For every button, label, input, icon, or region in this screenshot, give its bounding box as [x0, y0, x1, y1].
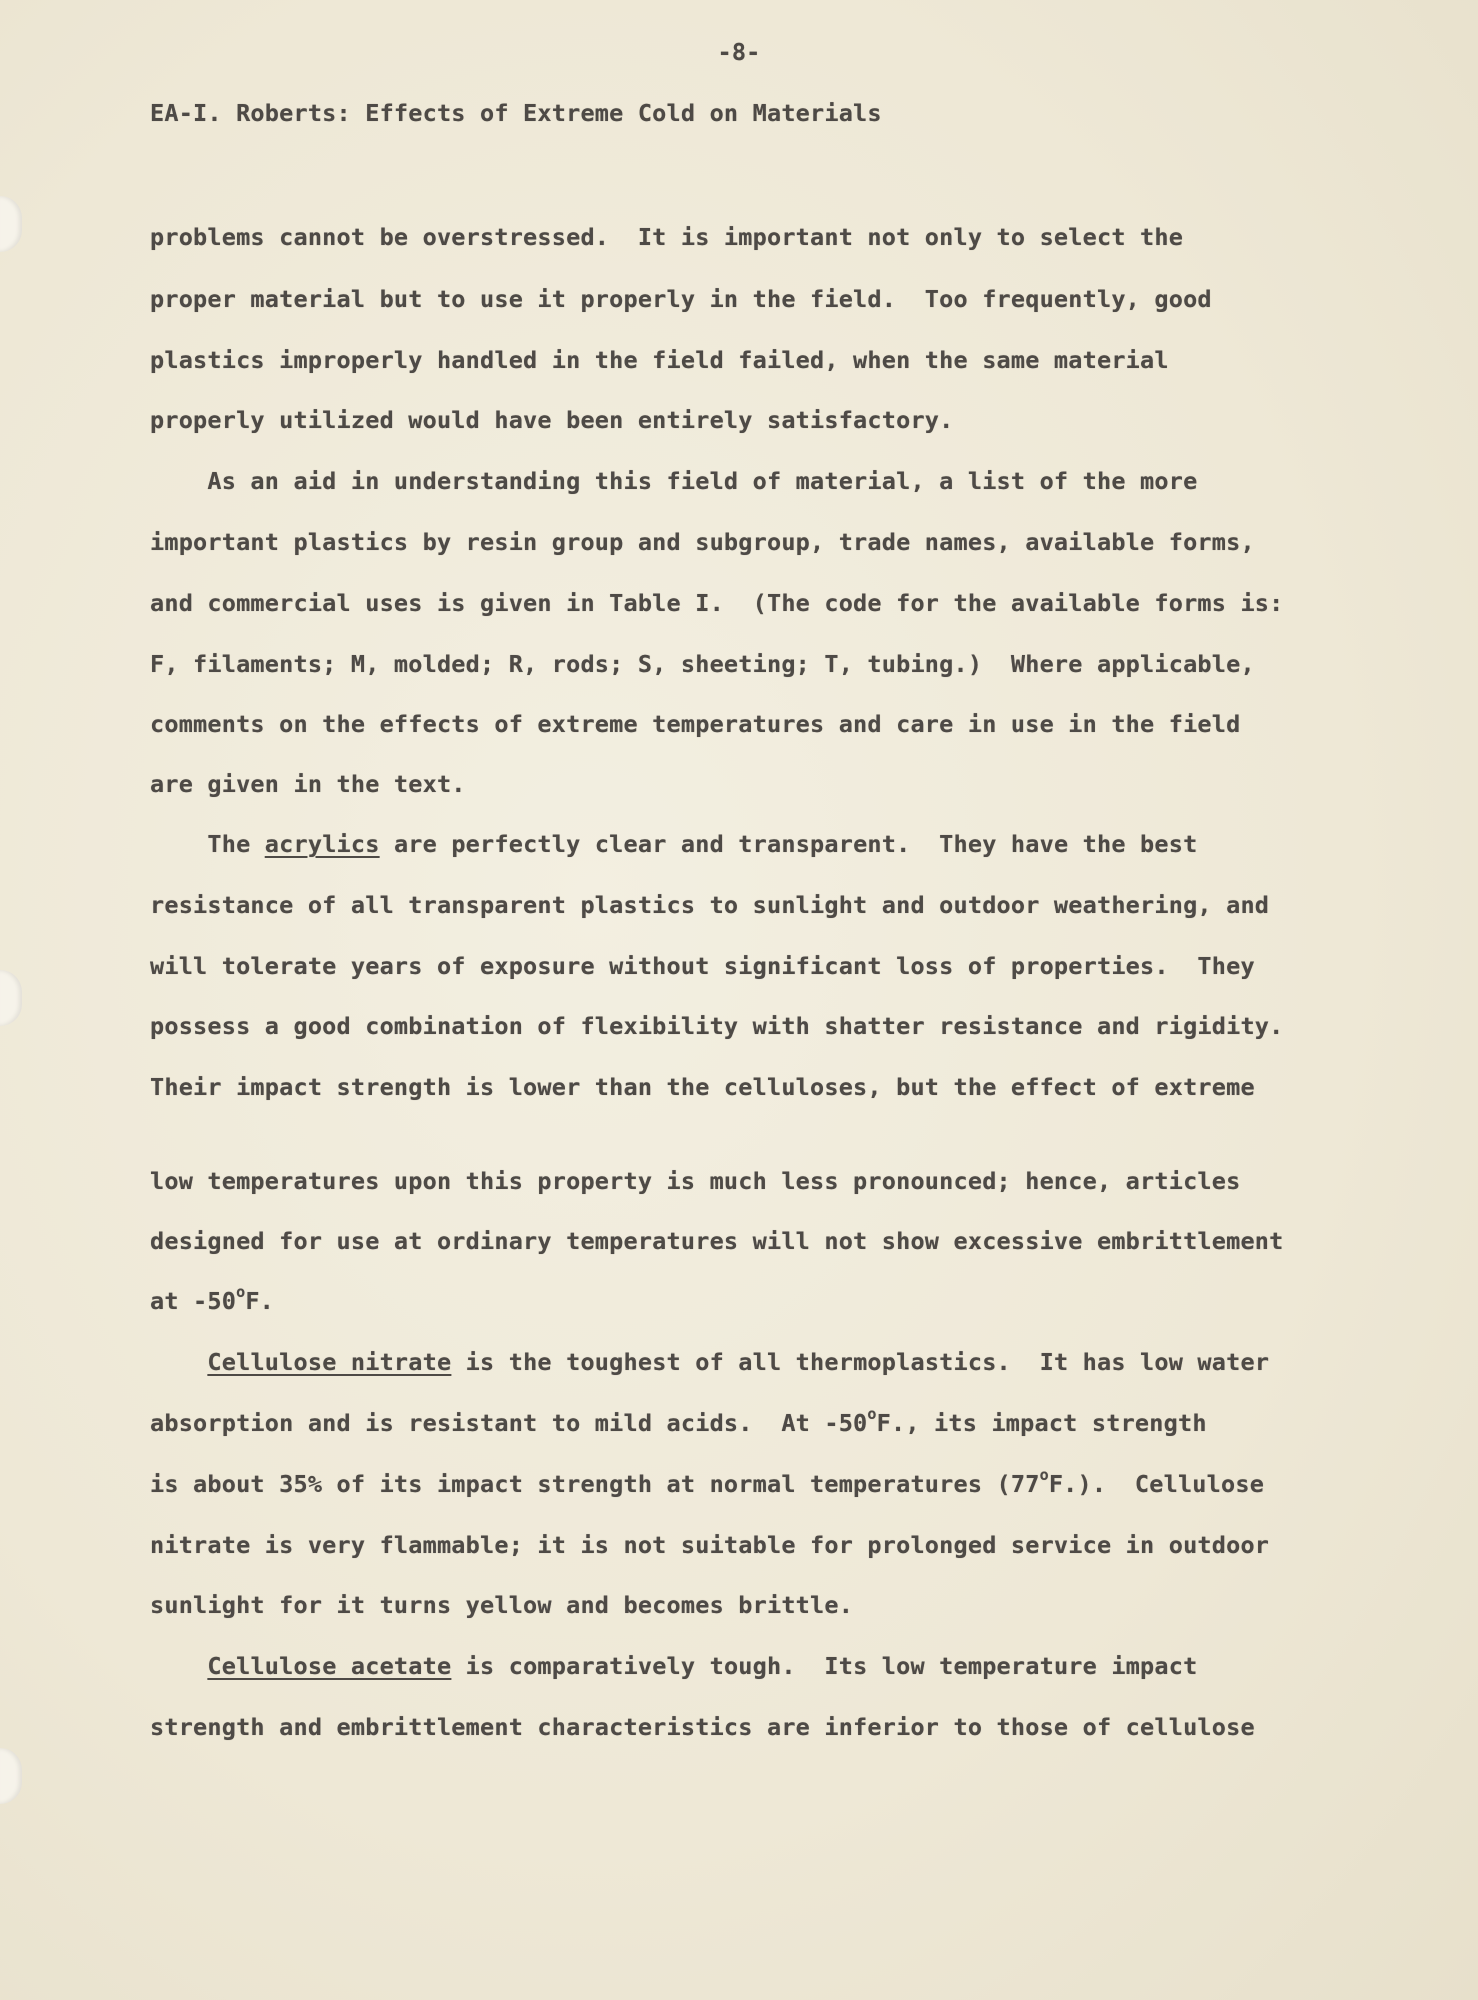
- punch-hole: [0, 970, 22, 1026]
- punch-hole: [0, 196, 22, 252]
- text-line: nitrate is very flammable; it is not suitable for prolonged service in outdoor: [150, 1531, 1270, 1559]
- degree-symbol: o: [867, 1405, 877, 1424]
- text-line: sunlight for it turns yellow and becomes brittle.: [150, 1591, 854, 1619]
- text-line: problems cannot be overstressed. It is important not only to select the: [150, 223, 1184, 251]
- text-line: will tolerate years of exposure without significant loss of properties. They: [150, 952, 1255, 980]
- text-segment: F.). Cellulose: [1048, 1470, 1265, 1498]
- text-line: properly utilized would have been entirely satisfactory.: [150, 406, 954, 434]
- punch-hole: [0, 1748, 22, 1804]
- indent: The: [150, 830, 265, 858]
- text-line: possess a good combination of flexibility with shatter resistance and rigidity.: [150, 1012, 1284, 1040]
- text-line: are given in the text.: [150, 770, 466, 798]
- text-segment: is about 35% of its impact strength at normal temperatures (77: [150, 1470, 1040, 1498]
- text-line: resistance of all transparent plastics to sunlight and outdoor weathering, and: [150, 891, 1270, 919]
- indent: [150, 1652, 207, 1680]
- running-header: EA-I. Roberts: Effects of Extreme Cold on Materials: [150, 99, 882, 127]
- text-line: [150, 1283, 275, 1316]
- degree-symbol: o: [236, 1283, 246, 1302]
- text-line: and commercial uses is given in Table I. (The code for the available forms is:: [150, 589, 1284, 617]
- text-segment: at -50: [150, 1287, 237, 1315]
- degree-symbol: o: [1039, 1466, 1049, 1485]
- text-line: As an aid in understanding this field of material, a list of the more: [150, 467, 1198, 495]
- text-line: F, filaments; M, molded; R, rods; S, sheeting; T, tubing.) Where applicable,: [150, 650, 1255, 678]
- underlined-term-acrylics: acrylics: [264, 830, 380, 858]
- text-line: low temperatures upon this property is much less pronounced; hence, articles: [150, 1167, 1241, 1195]
- text-segment: is comparatively tough. Its low temperature impact: [451, 1652, 1198, 1680]
- text-line: Their impact strength is lower than the celluloses, but the effect of extreme: [150, 1073, 1255, 1101]
- text-segment: F., its impact strength: [876, 1409, 1207, 1437]
- text-line: plastics improperly handled in the field failed, when the same material: [150, 346, 1169, 374]
- indent: [150, 1348, 207, 1376]
- text-line: designed for use at ordinary temperatures will not show excessive embrittlement: [150, 1227, 1284, 1255]
- text-line: strength and embrittlement characteristics are inferior to those of cellulose: [150, 1713, 1255, 1741]
- underlined-term-cellulose-acetate: Cellulose acetate: [207, 1652, 452, 1680]
- text-segment: F.: [245, 1287, 275, 1315]
- text-line: [150, 829, 1197, 859]
- text-line: proper material but to use it properly in the field. Too frequently, good: [150, 285, 1212, 313]
- text-line: [150, 1347, 1269, 1377]
- text-segment: is the toughest of all thermoplastics. It has low water: [451, 1348, 1270, 1376]
- underlined-term-cellulose-nitrate: Cellulose nitrate: [207, 1348, 452, 1376]
- page-number: -8-: [717, 38, 761, 66]
- text-line: [150, 1466, 1265, 1499]
- text-segment: absorption and is resistant to mild acids. At -50: [150, 1409, 868, 1437]
- text-segment: are perfectly clear and transparent. They have the best: [379, 830, 1198, 858]
- text-line: [150, 1405, 1207, 1438]
- text-line: comments on the effects of extreme temperatures and care in use in the field: [150, 710, 1241, 738]
- text-line: [150, 1651, 1197, 1681]
- text-line: important plastics by resin group and subgroup, trade names, available forms,: [150, 528, 1255, 556]
